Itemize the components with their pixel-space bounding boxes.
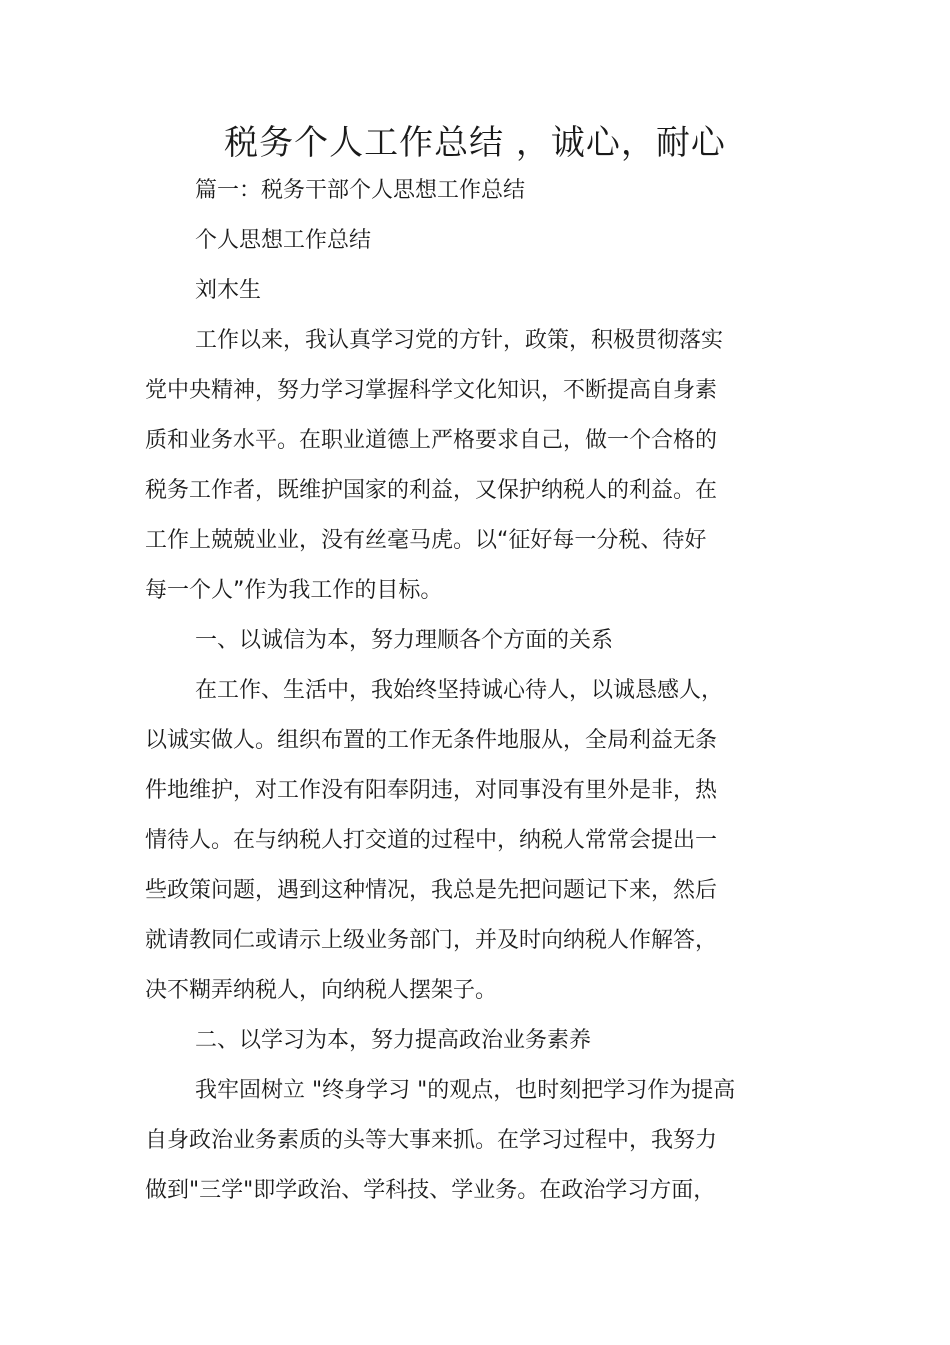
paragraph-line: 情待人。在与纳税人打交道的过程中，纳税人常常会提出一 bbox=[145, 828, 718, 853]
paragraph-line: 就请教同仁或请示上级业务部门，并及时向纳税人作解答， bbox=[145, 928, 718, 953]
paragraph-line: 党中央精神，努力学习掌握科学文化知识，不断提高自身素 bbox=[145, 378, 718, 403]
subtitle: 个人思想工作总结 bbox=[195, 228, 372, 253]
paragraph-line: 每一个人”作为我工作的目标。 bbox=[145, 578, 443, 603]
paragraph-line: 在工作、生活中，我始终坚持诚心待人，以诚恳感人， bbox=[195, 678, 724, 703]
paragraph-line: 做到"三学"即学政治、学科技、学业务。在政治学习方面， bbox=[145, 1178, 716, 1203]
paragraph-line: 工作以来，我认真学习党的方针，政策，积极贯彻落实 bbox=[195, 328, 724, 353]
section-heading: 二、以学习为本，努力提高政治业务素养 bbox=[195, 1028, 592, 1053]
document-title: 税务个人工作总结 ，诚心，耐心 bbox=[224, 123, 726, 163]
paragraph-line: 以诚实做人。组织布置的工作无条件地服从，全局利益无条 bbox=[145, 728, 718, 753]
section-heading: 一、以诚信为本，努力理顺各个方面的关系 bbox=[195, 628, 614, 653]
paragraph-line: 质和业务水平。在职业道德上严格要求自己，做一个合格的 bbox=[145, 428, 718, 453]
paragraph-line: 我牢固树立 "终身学习 "的观点，也时刻把学习作为提高 bbox=[195, 1078, 736, 1103]
paragraph-line: 些政策问题，遇到这种情况，我总是先把问题记下来，然后 bbox=[145, 878, 718, 903]
paragraph-line: 决不糊弄纳税人，向纳税人摆架子。 bbox=[145, 978, 498, 1003]
paragraph-line: 件地维护，对工作没有阳奉阴违，对同事没有里外是非，热 bbox=[145, 778, 718, 803]
paragraph-line: 税务工作者，既维护国家的利益，又保护纳税人的利益。在 bbox=[145, 478, 718, 503]
author-name: 刘木生 bbox=[195, 278, 262, 303]
paragraph-line: 工作上兢兢业业，没有丝毫马虎。以“征好每一分税、待好 bbox=[145, 528, 707, 553]
section-heading: 篇一：税务干部个人思想工作总结 bbox=[195, 178, 526, 203]
paragraph-line: 自身政治业务素质的头等大事来抓。在学习过程中，我努力 bbox=[145, 1128, 718, 1153]
